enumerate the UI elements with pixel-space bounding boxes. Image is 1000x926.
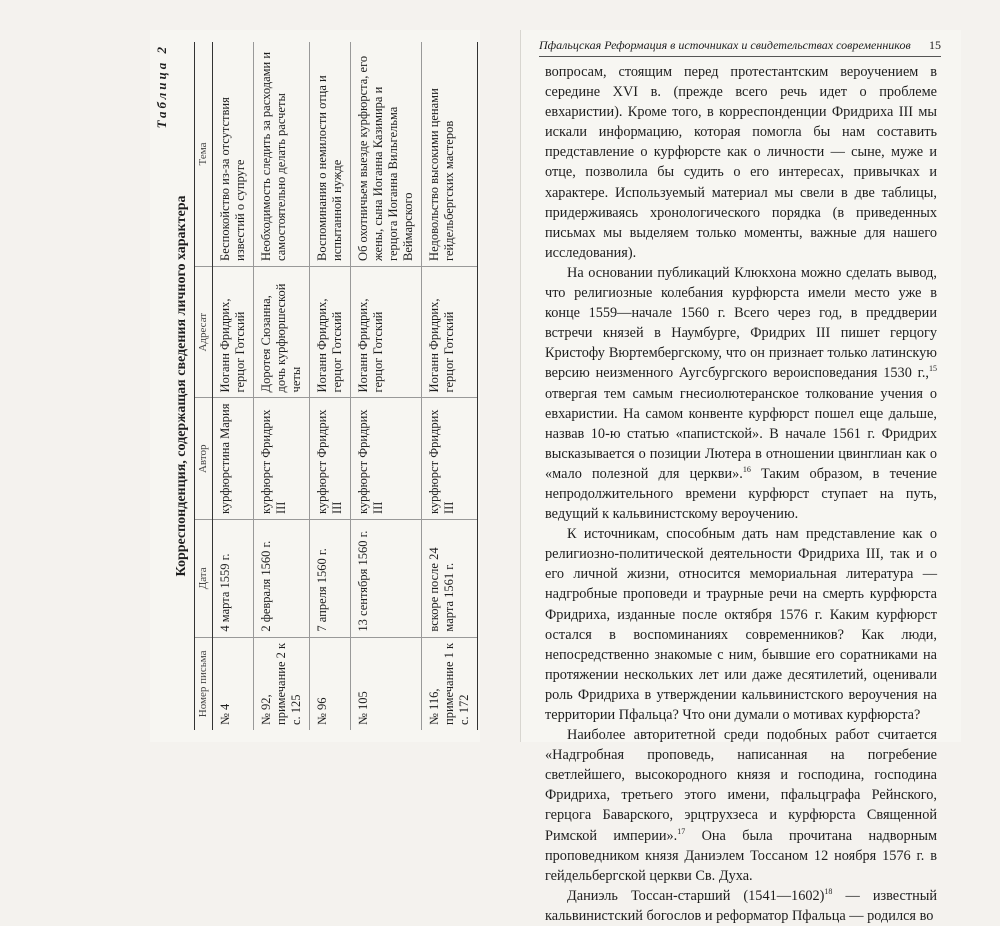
cell-addressee: Иоганн Фридрих, герцог Готский (422, 266, 478, 398)
paragraph (545, 886, 937, 926)
text-run: отвергая тем самым гнесиолютеранское толкование учения о евхаристии. На самом конвенте курфюрст пошел еще дальше, назвав 10-ю статью «папистской». В начале 1561 г. Фридрих высказывается о позиции Лютера в отношении цвинглиан как о «мало полезной для церкви». (545, 385, 937, 482)
table-row (213, 42, 254, 730)
footnote-ref: 16 (742, 465, 751, 475)
cell-topic: Необходимость следить за расходами и самостоятельно делать расчеты (254, 42, 310, 266)
cell-author: курфюрст Фридрих III (254, 398, 310, 520)
table-header-row (195, 42, 213, 730)
text-run: — известный кальвинистский богослов и реформатор Пфальца — родился во (545, 887, 937, 924)
footnote-ref: 17 (677, 826, 686, 836)
rotated-table-page (150, 30, 480, 742)
text-run: Она была прочитана надворным проповедником князя Даниэлем Тоссаном 12 ноября 1576 г. в гейдельбергской церкви Св. Духа. (545, 827, 937, 884)
cell-topic: Воспоминания о немилости отца и испытанной нужде (310, 42, 351, 266)
table-label: Таблица 2 (154, 44, 169, 129)
table-row (254, 42, 310, 730)
text-run: На основании публикаций Клюкхона можно сделать вывод, что религиозные колебания курфюрста имели место уже в конце 1559—начале 1560 г. Всего через год, в преддверии встречи князей в Наумбурге, Фридрих III пишет герцогу Кристофу Вюртембергскому, что он признает только латинскую версию неизменного Аугсбургского вероисповедания 1530 г., (545, 264, 937, 382)
cell-author: курфюрстина Мария (213, 398, 254, 520)
cell-number: № 92, примечание 2 к с. 125 (254, 637, 310, 730)
col-header-date: Дата (195, 520, 213, 638)
table-row (351, 42, 422, 730)
cell-number: № 105 (351, 637, 422, 730)
text-run: вопросам, стоящим перед протестантским вероучением в середине XVI в. (прежде всего речь идет о проблеме евхаристии). Кроме того, в корреспонденции Фридриха III мы искали информацию, которая помогла бы нам составить представление о курфюрсте как о личности — сыне, муже и отце, позволила бы судить о его интересах, привычках и характере. Используемый материал мы свели в две таблицы, придерживаясь хронологического порядка (в приведенных письмах мы выделяем только моменты, важные для нашего исследования). (545, 64, 937, 261)
correspondence-table (194, 42, 478, 730)
col-header-number: Номер письма (195, 637, 213, 730)
col-header-topic: Тема (195, 42, 213, 266)
cell-topic: Беспокойство из-за отсутствия известий о супруге (213, 42, 254, 266)
text-run: Даниэль Тоссан-старший (1541—1602) (567, 887, 825, 904)
cell-topic: Недовольство высокими ценами гейдельбергских мастеров (422, 42, 478, 266)
paragraph (545, 263, 937, 524)
cell-date: 7 апреля 1560 г. (310, 520, 351, 638)
cell-author: курфюрст Фридрих III (351, 398, 422, 520)
col-header-addressee: Адресат (195, 266, 213, 398)
cell-date: 4 марта 1559 г. (213, 520, 254, 638)
cell-addressee: Иоганн Фридрих, герцог Готский (351, 266, 422, 398)
paragraph (545, 524, 937, 725)
cell-date: 2 февраля 1560 г. (254, 520, 310, 638)
right-page (520, 30, 961, 924)
page-number: 15 (929, 38, 941, 52)
col-header-author: Автор (195, 398, 213, 520)
left-page (150, 30, 480, 742)
footnote-ref: 18 (824, 887, 833, 897)
cell-number: № 116, примечание 1 к с. 172 (422, 637, 478, 730)
text-run: К источникам, способным дать нам представление как о религиозно-политической деятельности Фридриха III, так и о его личной жизни, относится мемориальная литература — надгробные проповеди и траурные речи на смерть курфюрста Фридриха, изданные после октября 1576 г. Каким курфюрст остался в воспоминаниях современников? Как люди, непосредственно знакомые с ним, бывшие его соратниками на протяжении нескольких лет или даже десятилетий, оценивали роль Фридриха в утверждении кальвинистского вероучения на территории Пфальца? Что они думали о мотивах курфюрста? (545, 526, 937, 723)
paragraph (545, 725, 937, 886)
table-title: Корреспонденция, содержащая сведения личного характера (174, 195, 189, 577)
cell-addressee: Доротея Сюзанна, дочь курфюршеской четы (254, 266, 310, 398)
text-run: Наиболее авторитетной среди подобных работ считается «Надгробная проповедь, написанная на погребение светлейшего, высокородного князя и господина, господина Фридриха, третьего этого имени, пфальцграфа Рейнского, герцога Баварского, эрцтрухзеса и курфюрста Священной Римской империи». (545, 727, 937, 844)
cell-date: 13 сентября 1560 г. (351, 520, 422, 638)
cell-number: № 96 (310, 637, 351, 730)
running-head-title: Пфальцская Реформация в источниках и свидетельствах современников (539, 38, 911, 52)
cell-author: курфюрст Фридрих III (310, 398, 351, 520)
paragraph (545, 62, 937, 263)
cell-number: № 4 (213, 637, 254, 730)
table-row (310, 42, 351, 730)
cell-date: вскоре после 24 марта 1561 г. (422, 520, 478, 638)
cell-author: курфюрст Фридрих III (422, 398, 478, 520)
running-head (539, 38, 941, 57)
cell-addressee: Иоганн Фридрих, герцог Готский (310, 266, 351, 398)
cell-addressee: Иоганн Фридрих, герцог Готский (213, 266, 254, 398)
cell-topic: Об охотничьем выезде курфюрста, его жены, сына Иоганна Казимира и герцога Иоганна Вильгельма Веймарского (351, 42, 422, 266)
body-text (545, 62, 937, 926)
footnote-ref: 15 (929, 364, 937, 374)
text-run: Таким образом, в течение непродолжительного времени курфюрст ступает на путь, ведущий к кальвинистскому вероучению. (545, 465, 937, 523)
table-row (422, 42, 478, 730)
